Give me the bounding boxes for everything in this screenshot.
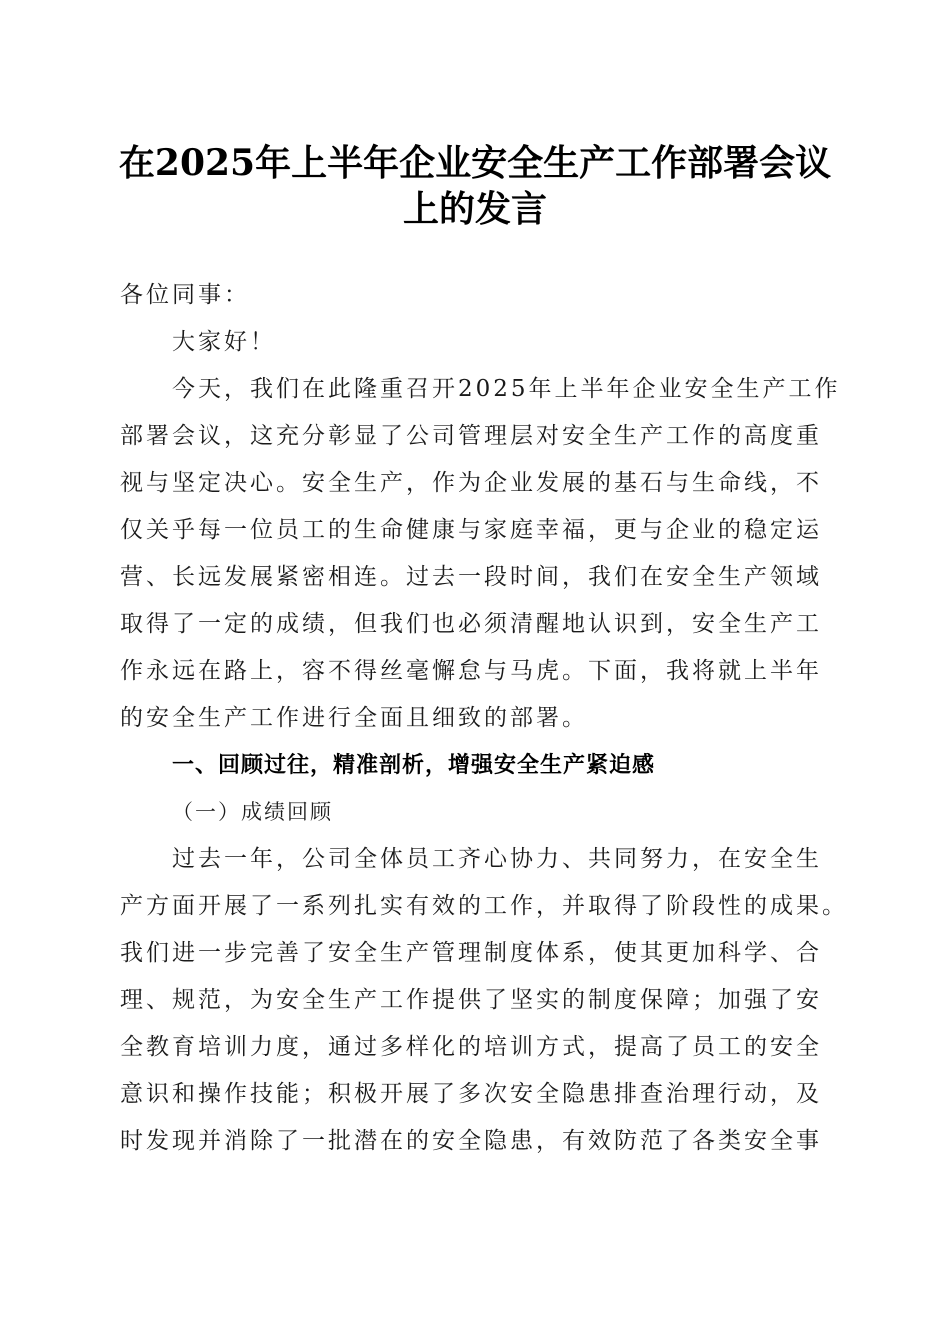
document-title-line-2: 上的发言 xyxy=(402,188,547,230)
section-heading: 一、回顾过往，精准剖析，增强安全生产紧迫感 xyxy=(172,753,656,778)
document-title-line-1: 在2025年上半年企业安全生产工作部署会议 xyxy=(118,142,832,184)
paragraph-line: 的安全生产工作进行全面且细致的部署。 xyxy=(120,705,588,731)
paragraph-line: 作永远在路上，容不得丝毫懈怠与马虎。下面，我将就上半年 xyxy=(120,658,822,684)
paragraph-line: 全教育培训力度，通过多样化的培训方式，提高了员工的安全 xyxy=(120,1034,822,1060)
greeting: 大家好！ xyxy=(172,329,276,355)
paragraph-line: 营、长远发展紧密相连。过去一段时间，我们在安全生产领域 xyxy=(120,564,822,590)
paragraph-line: 理、规范，为安全生产工作提供了坚实的制度保障；加强了安 xyxy=(120,987,822,1013)
paragraph-line: 取得了一定的成绩，但我们也必须清醒地认识到，安全生产工 xyxy=(120,611,822,637)
paragraph-line: 产方面开展了一系列扎实有效的工作，并取得了阶段性的成果。 xyxy=(120,893,848,919)
paragraph-line: 部署会议，这充分彰显了公司管理层对安全生产工作的高度重 xyxy=(120,423,822,449)
paragraph-line: 时发现并消除了一批潜在的安全隐患，有效防范了各类安全事 xyxy=(120,1128,822,1154)
paragraph-line: 过去一年，公司全体员工齐心协力、共同努力，在安全生 xyxy=(172,846,822,872)
document-body xyxy=(120,272,848,1165)
paragraph-line: 意识和操作技能；积极开展了多次安全隐患排查治理行动，及 xyxy=(120,1081,822,1107)
paragraph-line: 我们进一步完善了安全生产管理制度体系，使其更加科学、合 xyxy=(120,940,822,966)
paragraph-line: 视与坚定决心。安全生产，作为企业发展的基石与生命线，不 xyxy=(120,470,822,496)
paragraph-line: 仅关乎每一位员工的生命健康与家庭幸福，更与企业的稳定运 xyxy=(120,517,822,543)
salutation: 各位同事： xyxy=(120,282,250,308)
paragraph-line: 今天，我们在此隆重召开2025年上半年企业安全生产工作 xyxy=(172,376,841,402)
subsection-heading: （一）成绩回顾 xyxy=(172,800,333,824)
